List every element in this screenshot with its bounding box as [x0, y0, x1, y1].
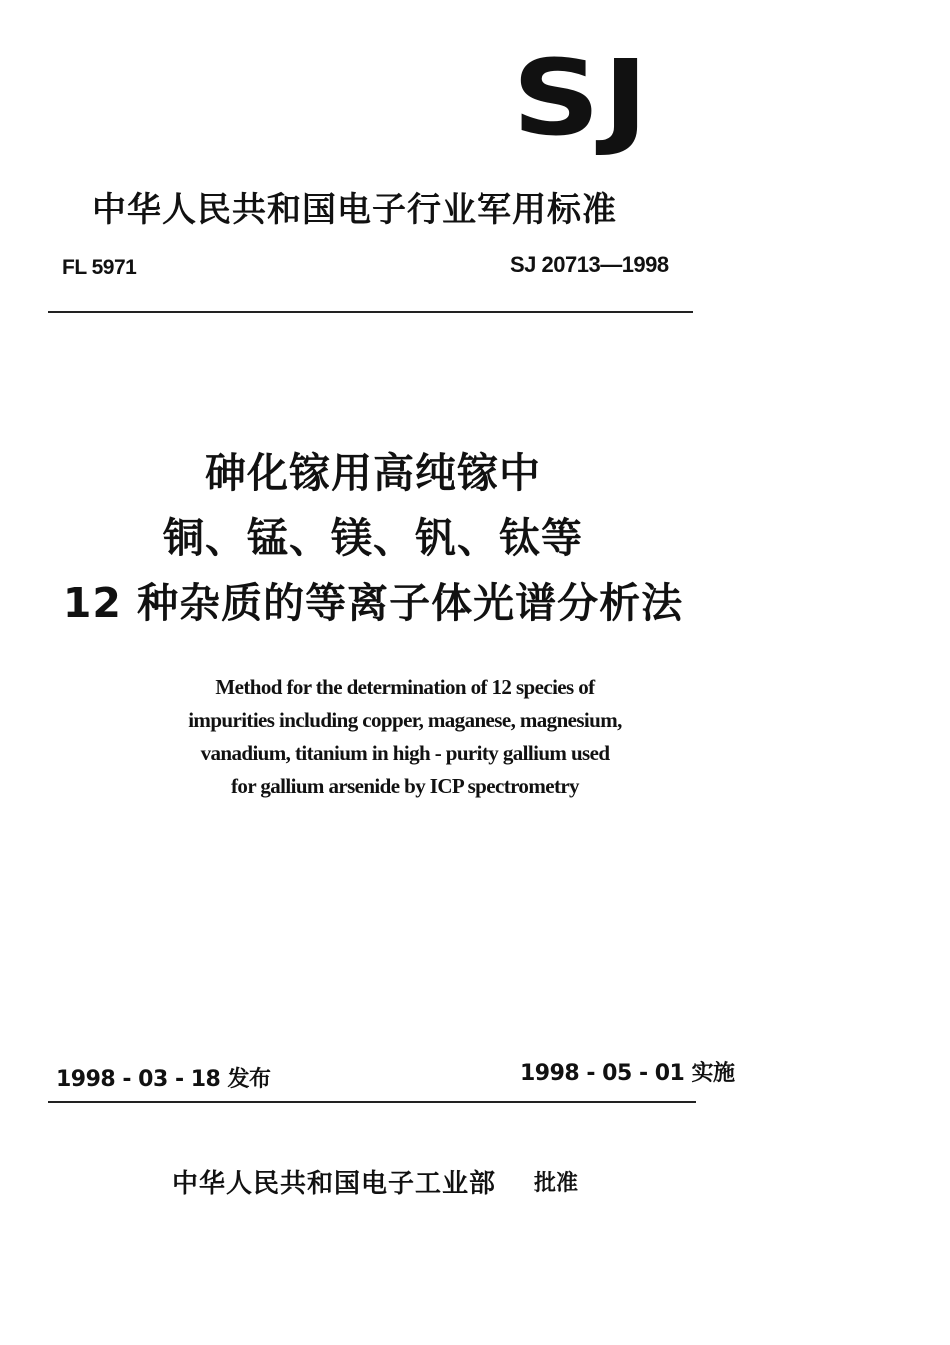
- english-title-line: impurities including copper, maganese, magnesium,: [188, 708, 622, 732]
- approval-label: 批准: [534, 1171, 579, 1196]
- sj-logo: SJ: [512, 37, 651, 159]
- chinese-title: [0, 441, 746, 636]
- english-title-line: for gallium arsenide by ICP spectrometry: [231, 774, 579, 798]
- implementation-date: 1998 - 05 - 01 实施: [520, 1061, 735, 1086]
- standard-number: SJ 20713—1998: [510, 252, 669, 277]
- standard-category: 中华人民共和国电子行业军用标准: [92, 190, 617, 230]
- english-title: [60, 671, 750, 803]
- chinese-title-line: 砷化镓用高纯镓中: [205, 449, 541, 497]
- chinese-title-line: 12 种杂质的等离子体光谱分析法: [62, 579, 684, 627]
- issue-date: 1998 - 03 - 18 发布: [56, 1067, 271, 1092]
- header-divider: [48, 311, 693, 313]
- footer-divider: [48, 1101, 696, 1103]
- classification-code: FL 5971: [62, 256, 137, 279]
- issuing-authority: 中华人民共和国电子工业部: [172, 1169, 497, 1199]
- english-title-line: Method for the determination of 12 species of: [215, 675, 595, 699]
- english-title-line: vanadium, titanium in high - purity gallium used: [200, 741, 610, 765]
- chinese-title-line: 铜、锰、镁、钒、钛等: [163, 514, 583, 562]
